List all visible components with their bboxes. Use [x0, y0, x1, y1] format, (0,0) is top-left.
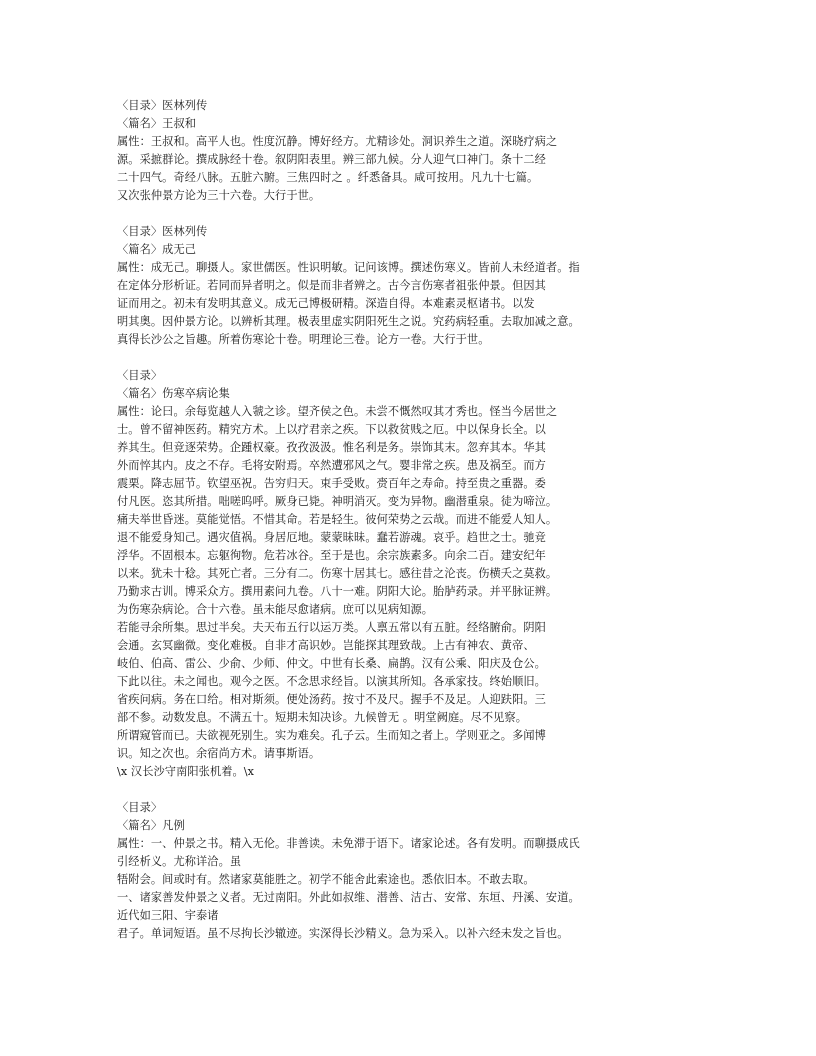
text-line: \x 汉长沙守南阳张机着。\x — [117, 765, 255, 778]
text-block — [117, 799, 717, 943]
text-line: 近代如三阳、宇泰诸 — [117, 909, 219, 922]
text-line: 为伤寒杂病论。合十六卷。虽未能尽愈诸病。庶可以见病知源。 — [117, 603, 434, 616]
text-line: 〈篇名〉伤寒卒病论集 — [117, 387, 230, 400]
text-line: 证而用之。初未有发明其意义。成无己博极研精。深造自得。本难素灵枢诸书。以发 — [117, 297, 535, 310]
text-line: 若能寻余所集。思过半矣。夫天布五行以运万类。人禀五常以有五脏。经络腑俞。阴阳 — [117, 621, 546, 634]
text-line: 属性：王叔和。高平人也。性度沉静。博好经方。尤精诊处。洞识养生之道。深晓疗病之 — [117, 135, 558, 148]
text-block — [117, 367, 717, 781]
text-line: 识。知之次也。余宿尚方术。请事斯语。 — [117, 747, 321, 760]
text-line: 在定体分形析证。若同而异者明之。似是而非者辨之。古今言伤寒者祖张仲景。但因其 — [117, 279, 546, 292]
text-line: 〈目录〉 — [117, 801, 163, 814]
text-line: 〈目录〉医林列传 — [117, 225, 208, 238]
text-line: 浮华。不固根本。忘躯徇物。危若冰谷。至于是也。余宗族素多。向余二百。建安纪年 — [117, 549, 546, 562]
text-line: 痛夫举世昏迷。莫能觉悟。不惜其命。若是轻生。彼何荣势之云哉。而进不能爱人知人。 — [117, 513, 558, 526]
text-line: 省疾问病。务在口给。相对斯须。便处汤药。按寸不及尺。握手不及足。人迎趺阳。三 — [117, 693, 546, 706]
text-line: 岐伯、伯高、雷公、少俞、少师、仲文。中世有长桑、扁鹊。汉有公乘、阳庆及仓公。 — [117, 657, 546, 670]
text-line: 〈目录〉 — [117, 369, 163, 382]
text-line: 退不能爱身知己。遇灾值祸。身居厄地。蒙蒙昧昧。蠢若游魂。哀乎。趋世之士。驰竞 — [117, 531, 546, 544]
text-line: 士。曾不留神医药。精究方术。上以疗君亲之疾。下以救贫贱之厄。中以保身长全。以 — [117, 423, 546, 436]
text-line: 〈篇名〉凡例 — [117, 819, 185, 832]
text-line: 又次张仲景方论为三十六卷。大行于世。 — [117, 189, 321, 202]
text-line: 明其奥。因仲景方论。以辨析其理。极表里虚实阴阳死生之说。究药病轻重。去取加减之意。 — [117, 315, 580, 328]
text-line: 乃勤求古训。博采众方。撰用素问九卷。八十一难。阴阳大论。胎胪药录。并平脉证辨。 — [117, 585, 558, 598]
text-line: 养其生。但竞逐荣势。企踵权豪。孜孜汲汲。惟名利是务。崇饰其末。忽弃其本。华其 — [117, 441, 546, 454]
text-line: 真得长沙公之旨趣。所着伤寒论十卷。明理论三卷。论方一卷。大行于世。 — [117, 333, 490, 346]
text-line: 属性：成无己。聊摄人。家世儒医。性识明敏。记问该博。撰述伤寒义。皆前人未经道者。指 — [117, 261, 580, 274]
text-line: 震栗。降志屈节。钦望巫祝。告穷归天。束手受败。赍百年之寿命。持至贵之重器。委 — [117, 477, 546, 490]
text-line: 属性：一、仲景之书。精入无伦。非善读。未免滞于语下。诸家论述。各有发明。而聊摄成氏 — [117, 837, 580, 850]
text-line: 引经析义。尤称详洽。虽 — [117, 855, 242, 868]
text-line: 付凡医。恣其所措。咄嗟呜呼。厥身已毙。神明消灭。变为异物。幽潜重泉。徒为啼泣。 — [117, 495, 558, 508]
text-line: 属性：论曰。余每览越人入虢之诊。望齐侯之色。未尝不慨然叹其才秀也。怪当今居世之 — [117, 405, 558, 418]
text-line: 所谓窥管而已。夫欲视死别生。实为难矣。孔子云。生而知之者上。学则亚之。多闻博 — [117, 729, 546, 742]
text-line: 会通。玄冥幽微。变化难极。自非才高识妙。岂能探其理致哉。上古有神农、黄帝、 — [117, 639, 535, 652]
text-line: 一、诸家善发仲景之义者。无过南阳。外此如叔维、潜善、洁古、安常、东垣、丹溪、安道。 — [117, 891, 580, 904]
document-text-body — [117, 97, 717, 943]
text-line: 牾附会。间或时有。然诸家莫能胜之。初学不能舍此索途也。悉依旧本。不敢去取。 — [117, 873, 535, 886]
text-line: 二十四气。奇经八脉。五脏六腑。三焦四时之 。纤悉备具。咸可按用。凡九十七篇。 — [117, 171, 539, 184]
text-line: 外而悴其内。皮之不存。毛将安附焉。卒然遭邪风之气。婴非常之疾。患及祸至。而方 — [117, 459, 546, 472]
text-line: 〈篇名〉王叔和 — [117, 117, 197, 130]
text-line: 〈目录〉医林列传 — [117, 99, 208, 112]
text-line: 〈篇名〉成无己 — [117, 243, 197, 256]
text-block — [117, 97, 717, 205]
text-line: 以来。犹未十稔。其死亡者。三分有二。伤寒十居其七。感往昔之沦丧。伤横夭之莫救。 — [117, 567, 558, 580]
text-line: 君子。单词短语。虽不尽拘长沙辙迹。实深得长沙精义。急为采入。以补六经未发之旨也。 — [117, 927, 569, 940]
text-line: 部不参。动数发息。不满五十。短期未知决诊。九候曾无 。明堂阙庭。尽不见察。 — [117, 711, 528, 724]
text-line: 源。采摭群论。撰成脉经十卷。叙阴阳表里。辨三部九候。分人迎气口神门。条十二经 — [117, 153, 546, 166]
text-line: 下此以往。未之闻也。观今之医。不念思求经旨。以演其所知。各承家技。终始顺旧。 — [117, 675, 546, 688]
text-block — [117, 223, 717, 349]
